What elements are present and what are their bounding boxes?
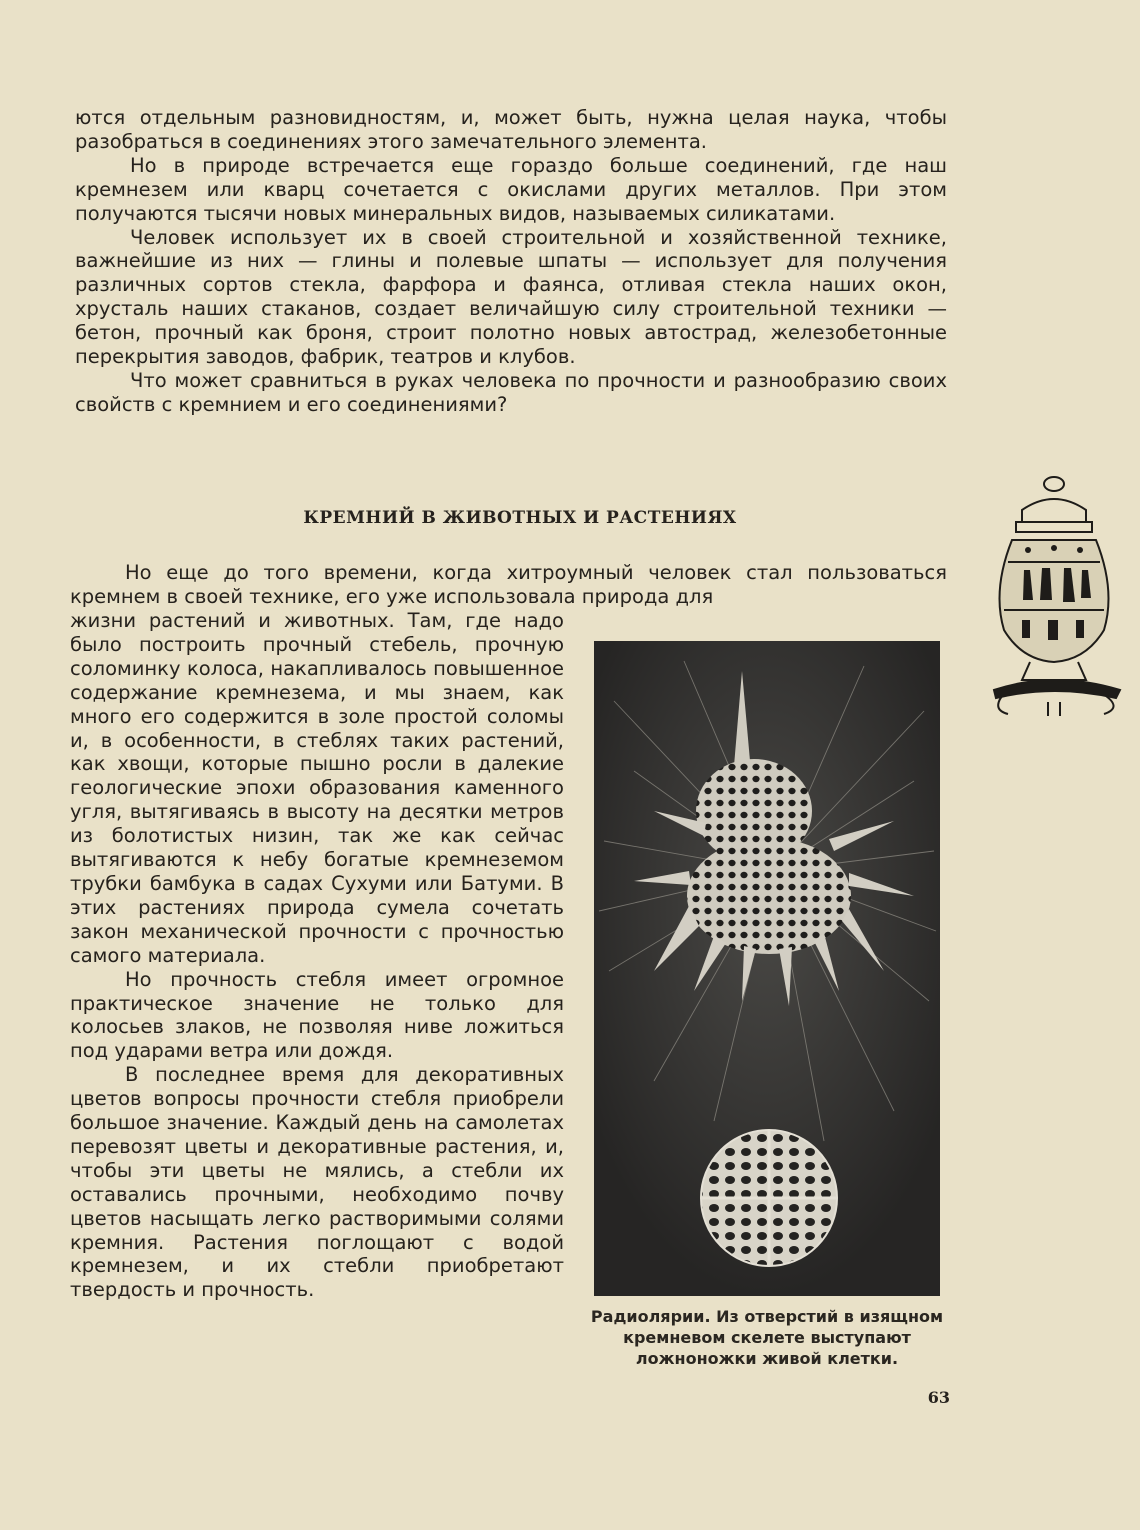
paragraph: Но прочность стебля имеет огромное практическое значение не только для колосьев злаков, не позволяя ниве ложиться под ударами ветра или дождя. [70, 967, 564, 1063]
intro-paragraph-block [70, 561, 947, 609]
paragraph: ются отдельным разновидностям, и, может быть, нужна целая наука, чтобы разобраться в соединениях этого замечательного элемента. [75, 106, 947, 153]
vase-icon [982, 470, 1138, 720]
paragraph: В последнее время для декоративных цветов вопросы прочности стебля приобрели большое значение. Каждый день на самолетах перевозят цветы и декоративные растения, и, чтобы эти цветы не мялись, а стебли их оставались прочными, необходимо почву цветов насыщать легко растворимыми солями кремния. Растения поглощают с водой кремнезем, и их стебли приобретают твердость и прочность. [70, 1063, 564, 1302]
top-text-block [75, 106, 947, 417]
radiolarian-photo [594, 641, 940, 1296]
paragraph: Но в природе встречается еще гораздо больше соединений, где наш кремнезем или кварц сочетается с окислами других металлов. При этом получаются тысячи новых минеральных видов, называемых силикатами. [75, 153, 947, 225]
column-text-block [70, 609, 564, 1302]
paragraph: жизни растений и животных. Там, где надо было построить прочный стебель, прочную соломинку колоса, накапливалось повышенное содержание кремнезема, и мы знаем, как много его содержится в золе простой соломы и, в особенности, в стеблях таких растений, как хвощи, которые пышно росли в далекие геологические эпохи образования каменного угля, вытягиваясь в высоту на десятки метров из болотистых низин, так же как сейчас вытягиваются к небу богатые кремнеземом трубки бамбука в садах Сухуми или Батуми. В этих растениях природа сумела сочетать закон механической прочности с прочностью самого материала. [70, 609, 564, 967]
section-heading: КРЕМНИЙ В ЖИВОТНЫХ И РАСТЕНИЯХ [303, 508, 737, 528]
figure-caption: Радиолярии. Из отверстий в изящном кремневом скелете выступают ложноножки живой клетки. [590, 1307, 944, 1368]
intro-paragraph: Но еще до того времени, когда хитроумный человек стал пользоваться кремнем в своей технике, его уже использовала природа для [70, 561, 947, 608]
page-number: 63 [927, 1388, 950, 1407]
paragraph: Что может сравниться в руках человека по прочности и разнообразию своих свойств с кремнием и его соединениями? [75, 368, 947, 416]
paragraph: Человек использует их в своей строительной и хозяйственной технике, важнейшие из них — глины и полевые шпаты — использует для получения различных сортов стекла, фарфора и фаянса, отливая стекла наших окон, хрусталь наших стаканов, создает величайшую силу строительной техники — бетон, прочный как броня, строит полотно новых автострад, железобетонные перекрытия заводов, фабрик, театров и клубов. [75, 225, 947, 369]
